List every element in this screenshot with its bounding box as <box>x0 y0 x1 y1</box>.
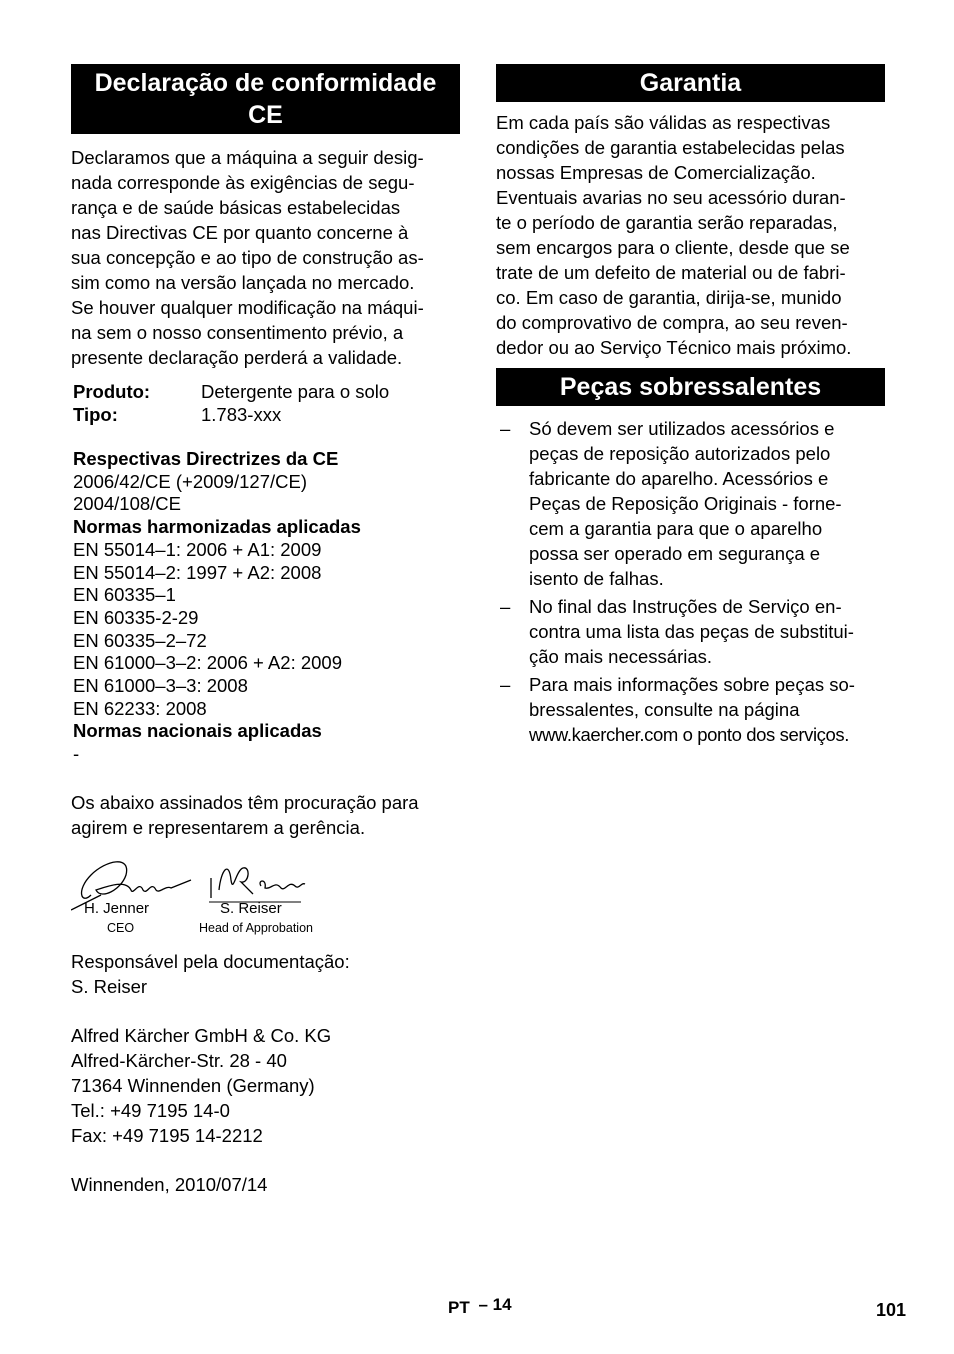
item-line: peças de reposição autorizados pelo <box>529 443 831 464</box>
list-item <box>496 594 885 669</box>
intro-paragraph <box>71 145 460 370</box>
signatories-paragraph <box>71 790 460 840</box>
standard-item: EN 55014–2: 1997 + A2: 2008 <box>73 561 322 583</box>
standard-item: EN 62233: 2008 <box>73 697 207 719</box>
footer-language <box>448 1295 512 1318</box>
directive-item: 2006/42/CE (+2009/127/CE) <box>73 470 307 492</box>
warranty-line: co. Em caso de garantia, dirija-se, munido <box>496 287 842 308</box>
item-line: contra uma lista das peças de substitui- <box>529 621 854 642</box>
item-line: No final das Instruções de Serviço en- <box>529 596 842 617</box>
product-value: Detergente para o solo <box>201 381 390 402</box>
footer-lang-code: PT <box>448 1298 470 1317</box>
place-date: Winnenden, 2010/07/14 <box>71 1173 268 1195</box>
item-line: isento de falhas. <box>529 568 664 589</box>
footer-section-page: – 14 <box>478 1295 512 1314</box>
warranty-line: dedor ou ao Serviço Técnico mais próximo. <box>496 337 852 358</box>
standard-item: EN 60335-2-29 <box>73 606 199 628</box>
item-line: bressalentes, consulte na página <box>529 699 800 720</box>
address-line: Fax: +49 7195 14-2212 <box>71 1124 263 1146</box>
item-line: ção mais necessárias. <box>529 646 713 667</box>
signatories-line: Os abaixo assinados têm procuração para <box>71 791 419 813</box>
dash-bullet: – <box>500 674 511 695</box>
intro-line: presente declaração perderá a validade. <box>71 347 403 368</box>
warranty-heading: Garantia <box>496 64 885 102</box>
warranty-line: condições de garantia estabelecidas pelas <box>496 137 845 158</box>
directive-item: 2004/108/CE <box>73 493 182 515</box>
address-line: 71364 Winnenden (Germany) <box>71 1074 315 1096</box>
intro-line: nada corresponde às exigências de segu- <box>71 172 415 193</box>
spare-parts-heading: Peças sobressalentes <box>496 368 885 406</box>
signature-block <box>71 850 460 950</box>
signatory-2-role: Head of Approbation <box>199 920 313 935</box>
item-line: Só devem ser utilizados acessórios e <box>529 418 835 439</box>
warranty-line: nossas Empresas de Comercialização. <box>496 162 816 183</box>
item-line: possa ser operado em segurança e <box>529 543 821 564</box>
page-number: 101 <box>876 1300 907 1320</box>
warranty-paragraph <box>496 110 885 360</box>
ce-declaration-heading: Declaração de conformidade CE <box>71 64 460 134</box>
intro-line: na sem o nosso consentimento prévio, a <box>71 322 404 343</box>
intro-line: rança e de saúde básicas estabelecidas <box>71 197 401 218</box>
doc-responsible-line: S. Reiser <box>71 975 148 997</box>
warranty-line: sem encargos para o cliente, desde que se <box>496 237 850 258</box>
warranty-line: trate de um defeito de material ou de fabri- <box>496 262 846 283</box>
signatory-1-role: CEO <box>107 920 135 935</box>
kaercher-link-line[interactable]: www.kaercher.com o ponto dos serviços. <box>529 724 850 745</box>
standard-item: EN 61000–3–3: 2008 <box>73 675 248 697</box>
signatory-1-name: H. Jenner <box>84 899 150 917</box>
standard-item: EN 61000–3–2: 2006 + A2: 2009 <box>73 652 342 674</box>
standard-item: EN 60335–2–72 <box>73 629 207 651</box>
standard-item: EN 55014–1: 2006 + A1: 2009 <box>73 538 322 560</box>
doc-responsible-line: Responsável pela documentação: <box>71 950 350 972</box>
warranty-line: Eventuais avarias no seu acessório duran- <box>496 187 846 208</box>
type-value: 1.783-xxx <box>201 404 282 425</box>
company-address <box>71 1023 460 1148</box>
directives-title: Respectivas Directrizes da CE <box>73 448 339 469</box>
dash-bullet: – <box>500 418 511 439</box>
product-spec <box>71 380 460 426</box>
address-line: Tel.: +49 7195 14-0 <box>71 1099 230 1121</box>
type-label: Tipo: <box>73 404 118 425</box>
right-column <box>496 64 885 750</box>
warranty-line: te o período de garantia serão reparadas, <box>496 212 838 233</box>
doc-responsible <box>71 949 460 999</box>
address-line: Alfred Kärcher GmbH & Co. KG <box>71 1024 332 1046</box>
signatories-line: agirem e representarem a gerência. <box>71 816 366 838</box>
list-item <box>496 416 885 591</box>
intro-line: Declaramos que a máquina a seguir desig- <box>71 147 424 168</box>
product-label: Produto: <box>73 381 151 402</box>
item-line: Peças de Reposição Originais - forne- <box>529 493 842 514</box>
intro-line: Se houver qualquer modificação na máqui- <box>71 297 424 318</box>
item-line: fabricante do aparelho. Acessórios e <box>529 468 829 489</box>
national-title: Normas nacionais aplicadas <box>73 720 322 742</box>
standard-item: EN 60335–1 <box>73 584 176 606</box>
warranty-line: do comprovativo de compra, ao seu reven- <box>496 312 848 333</box>
left-column <box>71 64 460 1197</box>
item-line: cem a garantia para que o aparelho <box>529 518 823 539</box>
signatory-2-name: S. Reiser <box>220 899 282 917</box>
intro-line: sua concepção e ao tipo de construção as- <box>71 247 424 268</box>
intro-line: sim como na versão lançada no mercado. <box>71 272 415 293</box>
list-item <box>496 672 885 747</box>
national-value: - <box>73 743 80 765</box>
harmonized-title: Normas harmonizadas aplicadas <box>73 516 361 538</box>
dash-bullet: – <box>500 596 511 617</box>
item-line: Para mais informações sobre peças so- <box>529 674 855 695</box>
intro-line: nas Directivas CE por quanto concerne à <box>71 222 409 243</box>
address-line: Alfred-Kärcher-Str. 28 - 40 <box>71 1049 287 1071</box>
warranty-line: Em cada país são válidas as respectivas <box>496 112 831 133</box>
spare-parts-list <box>496 416 885 747</box>
directives-block <box>71 448 460 766</box>
